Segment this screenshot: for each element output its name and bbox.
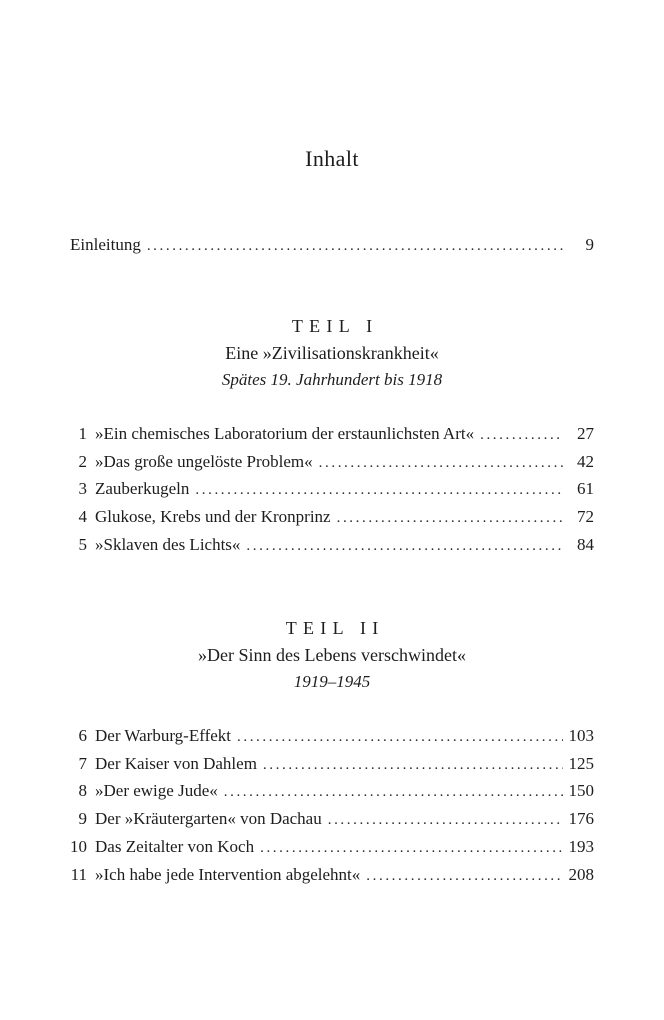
dot-leader bbox=[237, 723, 563, 751]
entries-teil-2 bbox=[70, 723, 594, 890]
toc-entry bbox=[70, 751, 594, 779]
toc-entry bbox=[70, 532, 594, 560]
page-number: 72 bbox=[577, 507, 594, 527]
section-heading-teil-2 bbox=[70, 614, 594, 695]
toc-entry bbox=[70, 723, 594, 751]
section-subtitle: Eine »Zivilisationskrankheit« bbox=[225, 342, 439, 363]
chapter-number: 5 bbox=[78, 534, 87, 554]
chapter-number: 1 bbox=[78, 423, 87, 443]
chapter-title: Glukose, Krebs und der Kronprinz bbox=[95, 507, 331, 527]
page-number: 84 bbox=[577, 534, 594, 554]
chapter-title: »Sklaven des Lichts« bbox=[95, 534, 241, 554]
chapter-title: »Ein chemisches Laboratorium der erstaunlichsten Art« bbox=[95, 423, 475, 443]
chapter-number: 7 bbox=[78, 753, 87, 773]
chapter-number: 8 bbox=[78, 781, 87, 801]
chapter-title: Der Warburg-Effekt bbox=[95, 725, 231, 745]
section-date-range: Spätes 19. Jahrhundert bis 1918 bbox=[221, 369, 443, 389]
dot-leader bbox=[337, 504, 563, 532]
toc-entry bbox=[70, 806, 594, 834]
dot-leader bbox=[480, 421, 563, 449]
chapter-title: »Der ewige Jude« bbox=[95, 781, 218, 801]
chapter-title: »Ich habe jede Intervention abgelehnt« bbox=[95, 864, 361, 884]
page-number: 150 bbox=[568, 781, 594, 801]
entries-teil-1 bbox=[70, 421, 594, 560]
chapter-number: 10 bbox=[70, 836, 87, 856]
page-number: 103 bbox=[568, 725, 594, 745]
chapter-number: 4 bbox=[78, 507, 87, 527]
chapter-number: 6 bbox=[78, 725, 87, 745]
chapter-title: Der Kaiser von Dahlem bbox=[95, 753, 257, 773]
chapter-number: 3 bbox=[78, 479, 87, 499]
toc-entry bbox=[70, 834, 594, 862]
section-title: TEIL I bbox=[291, 315, 379, 336]
toc-entry bbox=[70, 778, 594, 806]
toc-entry bbox=[70, 504, 594, 532]
toc-entry-einleitung bbox=[70, 232, 594, 260]
section-date-range: 1919–1945 bbox=[293, 671, 371, 691]
entry-title: Einleitung bbox=[70, 235, 141, 254]
chapter-number: 2 bbox=[78, 451, 87, 471]
page-number: 42 bbox=[577, 451, 594, 471]
dot-leader bbox=[260, 834, 563, 862]
dot-leader bbox=[319, 449, 563, 477]
page-number: 208 bbox=[568, 864, 594, 884]
dot-leader bbox=[263, 751, 563, 779]
section-title: TEIL II bbox=[285, 617, 385, 638]
toc-entry bbox=[70, 476, 594, 504]
toc-entry bbox=[70, 449, 594, 477]
chapter-number: 11 bbox=[70, 864, 87, 884]
page-number: 61 bbox=[577, 479, 594, 499]
page-number: 176 bbox=[568, 809, 594, 829]
dot-leader bbox=[328, 806, 563, 834]
dot-leader bbox=[246, 532, 563, 560]
section-heading-teil-1 bbox=[70, 312, 594, 393]
page-number: 193 bbox=[568, 836, 594, 856]
page-number: 125 bbox=[568, 753, 594, 773]
toc-entry bbox=[70, 862, 594, 890]
page-title: Inhalt bbox=[305, 146, 359, 171]
toc-entry bbox=[70, 421, 594, 449]
dot-leader bbox=[147, 232, 563, 260]
chapter-number: 9 bbox=[78, 809, 87, 829]
page-number: 27 bbox=[577, 423, 594, 443]
dot-leader bbox=[366, 862, 563, 890]
chapter-title: Zauberkugeln bbox=[95, 479, 190, 499]
section-subtitle: »Der Sinn des Lebens verschwindet« bbox=[198, 644, 466, 665]
chapter-title: Der »Kräutergarten« von Dachau bbox=[95, 809, 322, 829]
chapter-title: Das Zeitalter von Koch bbox=[95, 836, 255, 856]
dot-leader bbox=[224, 778, 563, 806]
dot-leader bbox=[195, 476, 563, 504]
chapter-title: »Das große ungelöste Problem« bbox=[95, 451, 313, 471]
page-number: 9 bbox=[585, 235, 594, 254]
